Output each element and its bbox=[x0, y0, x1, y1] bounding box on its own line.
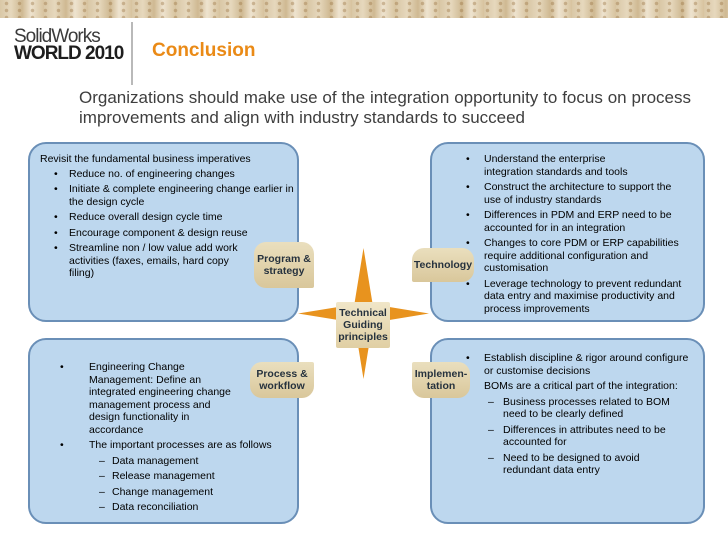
list-item: • Engineering Change Management: Define an integrated engineering change management process and design functionality in accordance bbox=[40, 361, 231, 436]
header-divider bbox=[131, 22, 133, 85]
implementation-node: Implemen-tation bbox=[412, 362, 470, 398]
slide-subtitle: Organizations should make use of the integration opportunity to focus on process improvements and align with industry standards to succeed bbox=[79, 88, 691, 127]
list-item: • Initiate & complete engineering change earlier in the design cycle bbox=[40, 183, 294, 208]
list-item: • Streamline non / low value add work activities (faxes, emails, hard copy filing) bbox=[40, 242, 239, 280]
list-item: • Leverage technology to prevent redundant data entry and maximise productivity and process improvements bbox=[455, 278, 700, 316]
list-item: – Business processes related to BOM need to be clearly defined bbox=[455, 396, 673, 421]
list-item: • The important processes are as follows bbox=[40, 439, 295, 452]
list-item: • Differences in PDM and ERP need to be accounted for in an integration bbox=[455, 209, 679, 234]
list-item: • Establish discipline & rigor around configure or customise decisions bbox=[455, 352, 699, 377]
solidworks-logo-line1: SolidWorks bbox=[14, 26, 100, 47]
list-item: – Change management bbox=[64, 486, 295, 499]
list-item: • Reduce no. of engineering changes bbox=[40, 168, 295, 181]
list-item: • Reduce overall design cycle time bbox=[40, 211, 295, 224]
process-workflow-node: Process & workflow bbox=[250, 362, 314, 398]
implementation-content bbox=[455, 352, 705, 477]
program-strategy-intro: Revisit the fundamental business imperatives bbox=[40, 153, 251, 165]
implementation-sublist bbox=[455, 396, 705, 477]
implementation-list bbox=[455, 352, 705, 393]
list-item: – Data management bbox=[64, 455, 295, 468]
technical-guiding-principles-node: Technical Guiding principles bbox=[336, 302, 390, 348]
list-item: • Changes to core PDM or ERP capabilities require additional configuration and customisation bbox=[455, 237, 684, 275]
list-item: • BOMs are a critical part of the integration: bbox=[455, 380, 705, 393]
solidworks-logo-line2: WORLD 2010 bbox=[14, 43, 124, 64]
list-item: • Construct the architecture to support the use of industry standards bbox=[455, 181, 674, 206]
slide-title: Conclusion bbox=[152, 40, 256, 61]
list-item: – Data reconciliation bbox=[64, 501, 295, 514]
technology-content bbox=[455, 153, 705, 315]
list-item: – Need to be designed to avoid redundant data entry bbox=[455, 452, 653, 477]
program-strategy-node: Program & strategy bbox=[254, 242, 314, 288]
process-workflow-sublist bbox=[64, 455, 295, 514]
list-item: – Differences in attributes need to be accounted for bbox=[455, 424, 668, 449]
decorative-banner-pattern bbox=[0, 0, 728, 18]
list-item: • Encourage component & design reuse bbox=[40, 227, 295, 240]
list-item: – Release management bbox=[64, 470, 295, 483]
technology-list bbox=[455, 153, 705, 315]
list-item: • Understand the enterprise integration standards and tools bbox=[455, 153, 654, 178]
technology-node: Technology bbox=[412, 248, 474, 282]
